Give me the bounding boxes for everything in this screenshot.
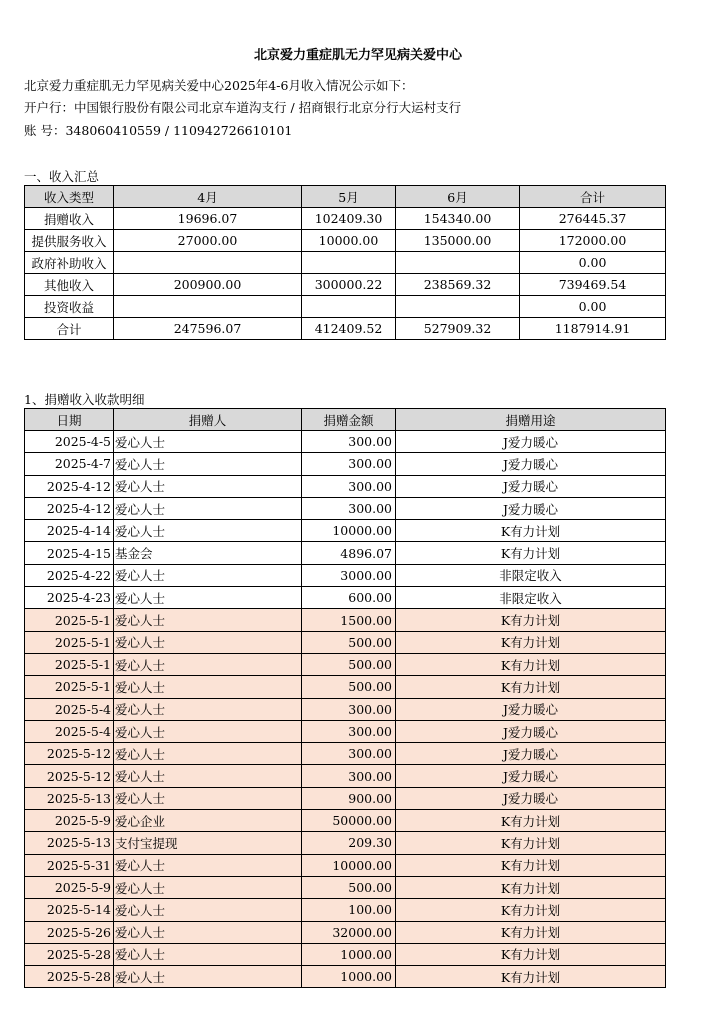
table-row bbox=[25, 810, 666, 832]
donation-amount-cell: 1000.00 bbox=[302, 943, 396, 965]
income-type-cell: 投资收益 bbox=[25, 296, 114, 318]
donor-cell: 爱心人士 bbox=[114, 966, 302, 988]
donation-amount-cell: 300.00 bbox=[302, 431, 396, 453]
donation-purpose-cell: J爱力暖心 bbox=[396, 698, 666, 720]
donation-amount-cell: 10000.00 bbox=[302, 520, 396, 542]
income-type-cell: 政府补助收入 bbox=[25, 252, 114, 274]
date-cell: 2025-5-1 bbox=[25, 631, 114, 653]
date-cell: 2025-4-12 bbox=[25, 475, 114, 497]
donation-purpose-cell: J爱力暖心 bbox=[396, 765, 666, 787]
amount-cell: 739469.54 bbox=[520, 274, 666, 296]
donation-amount-cell: 300.00 bbox=[302, 720, 396, 742]
donation-purpose-cell: 非限定收入 bbox=[396, 564, 666, 586]
donation-amount-cell: 500.00 bbox=[302, 876, 396, 898]
amount-cell bbox=[302, 252, 396, 274]
amount-cell bbox=[114, 252, 302, 274]
table-row bbox=[25, 587, 666, 609]
donation-purpose-cell: 非限定收入 bbox=[396, 587, 666, 609]
amount-cell bbox=[302, 296, 396, 318]
donation-amount-cell: 10000.00 bbox=[302, 854, 396, 876]
amount-cell: 0.00 bbox=[520, 296, 666, 318]
donor-cell: 爱心人士 bbox=[114, 631, 302, 653]
donor-cell: 爱心人士 bbox=[114, 587, 302, 609]
donor-cell: 爱心人士 bbox=[114, 520, 302, 542]
donor-cell: 爱心人士 bbox=[114, 943, 302, 965]
donation-amount-cell: 500.00 bbox=[302, 631, 396, 653]
donor-cell: 爱心人士 bbox=[114, 787, 302, 809]
table-row bbox=[25, 943, 666, 965]
bank-line: 开户行：中国银行股份有限公司北京车道沟支行 / 招商银行北京分行大运村支行 bbox=[24, 100, 462, 115]
table-row bbox=[25, 230, 666, 252]
amount-cell bbox=[396, 252, 520, 274]
income-type-cell: 合计 bbox=[25, 318, 114, 340]
income-summary-table bbox=[24, 185, 666, 340]
donation-purpose-cell: J爱力暖心 bbox=[396, 475, 666, 497]
donation-amount-cell: 600.00 bbox=[302, 587, 396, 609]
donation-detail-table bbox=[24, 408, 666, 988]
table-row bbox=[25, 296, 666, 318]
donor-cell: 爱心人士 bbox=[114, 854, 302, 876]
donor-cell: 爱心人士 bbox=[114, 765, 302, 787]
amount-cell: 102409.30 bbox=[302, 208, 396, 230]
amount-cell: 154340.00 bbox=[396, 208, 520, 230]
date-cell: 2025-5-1 bbox=[25, 653, 114, 675]
amount-cell bbox=[396, 296, 520, 318]
donation-amount-cell: 300.00 bbox=[302, 497, 396, 519]
amount-cell: 135000.00 bbox=[396, 230, 520, 252]
donation-purpose-cell: J爱力暖心 bbox=[396, 743, 666, 765]
date-cell: 2025-5-31 bbox=[25, 854, 114, 876]
donation-purpose-cell: K有力计划 bbox=[396, 676, 666, 698]
date-cell: 2025-5-13 bbox=[25, 832, 114, 854]
table-row bbox=[25, 497, 666, 519]
column-header: 收入类型 bbox=[25, 186, 114, 208]
column-header: 5月 bbox=[302, 186, 396, 208]
donation-purpose-cell: K有力计划 bbox=[396, 921, 666, 943]
table-row bbox=[25, 453, 666, 475]
amount-cell: 27000.00 bbox=[114, 230, 302, 252]
date-cell: 2025-4-22 bbox=[25, 564, 114, 586]
date-cell: 2025-5-4 bbox=[25, 698, 114, 720]
income-type-cell: 捐赠收入 bbox=[25, 208, 114, 230]
donor-cell: 支付宝提现 bbox=[114, 832, 302, 854]
donation-purpose-cell: K有力计划 bbox=[396, 943, 666, 965]
donation-purpose-cell: J爱力暖心 bbox=[396, 453, 666, 475]
donation-amount-cell: 4896.07 bbox=[302, 542, 396, 564]
table-row bbox=[25, 631, 666, 653]
date-cell: 2025-4-15 bbox=[25, 542, 114, 564]
table-row bbox=[25, 520, 666, 542]
donation-amount-cell: 1000.00 bbox=[302, 966, 396, 988]
table-row bbox=[25, 720, 666, 742]
donor-cell: 爱心人士 bbox=[114, 698, 302, 720]
column-header: 4月 bbox=[114, 186, 302, 208]
donor-cell: 爱心人士 bbox=[114, 475, 302, 497]
date-cell: 2025-5-9 bbox=[25, 810, 114, 832]
donation-amount-cell: 300.00 bbox=[302, 743, 396, 765]
account-line bbox=[24, 123, 292, 139]
date-cell: 2025-4-7 bbox=[25, 453, 114, 475]
date-cell: 2025-5-12 bbox=[25, 765, 114, 787]
amount-cell: 19696.07 bbox=[114, 208, 302, 230]
donor-cell: 爱心人士 bbox=[114, 899, 302, 921]
date-cell: 2025-4-5 bbox=[25, 431, 114, 453]
account-label: 账 号： bbox=[24, 123, 66, 138]
table-row bbox=[25, 208, 666, 230]
donor-cell: 爱心人士 bbox=[114, 453, 302, 475]
donor-cell: 爱心人士 bbox=[114, 653, 302, 675]
date-cell: 2025-5-1 bbox=[25, 609, 114, 631]
amount-cell bbox=[114, 296, 302, 318]
donation-purpose-cell: J爱力暖心 bbox=[396, 787, 666, 809]
donor-cell: 爱心人士 bbox=[114, 676, 302, 698]
donation-purpose-cell: K有力计划 bbox=[396, 520, 666, 542]
table-row bbox=[25, 609, 666, 631]
donation-purpose-cell: J爱力暖心 bbox=[396, 720, 666, 742]
date-cell: 2025-5-9 bbox=[25, 876, 114, 898]
amount-cell: 200900.00 bbox=[114, 274, 302, 296]
income-type-cell: 其他收入 bbox=[25, 274, 114, 296]
table-row bbox=[25, 921, 666, 943]
column-header: 捐赠金额 bbox=[302, 409, 396, 431]
summary-heading: 一、收入汇总 bbox=[24, 169, 100, 184]
donation-amount-cell: 300.00 bbox=[302, 453, 396, 475]
table-row bbox=[25, 653, 666, 675]
income-type-cell: 提供服务收入 bbox=[25, 230, 114, 252]
donation-detail-heading: 1、捐赠收入收款明细 bbox=[24, 392, 145, 407]
donation-purpose-cell: K有力计划 bbox=[396, 542, 666, 564]
table-row bbox=[25, 252, 666, 274]
table-row bbox=[25, 743, 666, 765]
donor-cell: 爱心人士 bbox=[114, 431, 302, 453]
table-row bbox=[25, 966, 666, 988]
donation-amount-cell: 500.00 bbox=[302, 676, 396, 698]
donor-cell: 爱心企业 bbox=[114, 810, 302, 832]
donation-purpose-cell: K有力计划 bbox=[396, 609, 666, 631]
date-cell: 2025-5-26 bbox=[25, 921, 114, 943]
date-cell: 2025-5-12 bbox=[25, 743, 114, 765]
donation-amount-cell: 500.00 bbox=[302, 653, 396, 675]
amount-cell: 172000.00 bbox=[520, 230, 666, 252]
amount-cell: 238569.32 bbox=[396, 274, 520, 296]
date-cell: 2025-5-28 bbox=[25, 943, 114, 965]
table-row bbox=[25, 564, 666, 586]
table-row bbox=[25, 676, 666, 698]
donation-purpose-cell: J爱力暖心 bbox=[396, 431, 666, 453]
donation-amount-cell: 300.00 bbox=[302, 475, 396, 497]
donation-amount-cell: 300.00 bbox=[302, 698, 396, 720]
table-row bbox=[25, 787, 666, 809]
account-value: 348060410559 / 110942726610101 bbox=[65, 123, 293, 138]
donation-amount-cell: 32000.00 bbox=[302, 921, 396, 943]
column-header: 捐赠人 bbox=[114, 409, 302, 431]
donation-purpose-cell: K有力计划 bbox=[396, 653, 666, 675]
donation-purpose-cell: K有力计划 bbox=[396, 966, 666, 988]
donor-cell: 爱心人士 bbox=[114, 743, 302, 765]
donation-amount-cell: 1500.00 bbox=[302, 609, 396, 631]
date-cell: 2025-5-13 bbox=[25, 787, 114, 809]
donation-purpose-cell: K有力计划 bbox=[396, 832, 666, 854]
table-header-row bbox=[25, 186, 666, 208]
intro-line: 北京爱力重症肌无力罕见病关爱中心2025年4-6月收入情况公示如下： bbox=[24, 78, 414, 93]
table-row bbox=[25, 899, 666, 921]
table-row bbox=[25, 274, 666, 296]
date-cell: 2025-5-4 bbox=[25, 720, 114, 742]
amount-cell: 0.00 bbox=[520, 252, 666, 274]
table-header-row bbox=[25, 409, 666, 431]
donor-cell: 爱心人士 bbox=[114, 720, 302, 742]
amount-cell: 10000.00 bbox=[302, 230, 396, 252]
table-row bbox=[25, 318, 666, 340]
amount-cell: 412409.52 bbox=[302, 318, 396, 340]
amount-cell: 300000.22 bbox=[302, 274, 396, 296]
donor-cell: 爱心人士 bbox=[114, 609, 302, 631]
donation-purpose-cell: J爱力暖心 bbox=[396, 497, 666, 519]
table-row bbox=[25, 832, 666, 854]
date-cell: 2025-4-14 bbox=[25, 520, 114, 542]
donor-cell: 基金会 bbox=[114, 542, 302, 564]
donation-amount-cell: 100.00 bbox=[302, 899, 396, 921]
donation-purpose-cell: K有力计划 bbox=[396, 810, 666, 832]
amount-cell: 276445.37 bbox=[520, 208, 666, 230]
donation-purpose-cell: K有力计划 bbox=[396, 899, 666, 921]
donation-purpose-cell: K有力计划 bbox=[396, 876, 666, 898]
donation-amount-cell: 209.30 bbox=[302, 832, 396, 854]
date-cell: 2025-5-28 bbox=[25, 966, 114, 988]
column-header: 6月 bbox=[396, 186, 520, 208]
donation-purpose-cell: K有力计划 bbox=[396, 854, 666, 876]
column-header: 捐赠用途 bbox=[396, 409, 666, 431]
donation-purpose-cell: K有力计划 bbox=[396, 631, 666, 653]
table-row bbox=[25, 854, 666, 876]
date-cell: 2025-5-1 bbox=[25, 676, 114, 698]
table-row bbox=[25, 475, 666, 497]
amount-cell: 1187914.91 bbox=[520, 318, 666, 340]
amount-cell: 247596.07 bbox=[114, 318, 302, 340]
donation-amount-cell: 50000.00 bbox=[302, 810, 396, 832]
date-cell: 2025-5-14 bbox=[25, 899, 114, 921]
amount-cell: 527909.32 bbox=[396, 318, 520, 340]
column-header: 合计 bbox=[520, 186, 666, 208]
table-row bbox=[25, 876, 666, 898]
column-header: 日期 bbox=[25, 409, 114, 431]
donor-cell: 爱心人士 bbox=[114, 564, 302, 586]
page-title: 北京爱力重症肌无力罕见病关爱中心 bbox=[253, 48, 462, 63]
donation-amount-cell: 3000.00 bbox=[302, 564, 396, 586]
table-row bbox=[25, 765, 666, 787]
date-cell: 2025-4-23 bbox=[25, 587, 114, 609]
table-row bbox=[25, 698, 666, 720]
donor-cell: 爱心人士 bbox=[114, 876, 302, 898]
donation-amount-cell: 300.00 bbox=[302, 765, 396, 787]
table-row bbox=[25, 542, 666, 564]
date-cell: 2025-4-12 bbox=[25, 497, 114, 519]
donor-cell: 爱心人士 bbox=[114, 497, 302, 519]
donation-amount-cell: 900.00 bbox=[302, 787, 396, 809]
donor-cell: 爱心人士 bbox=[114, 921, 302, 943]
table-row bbox=[25, 431, 666, 453]
